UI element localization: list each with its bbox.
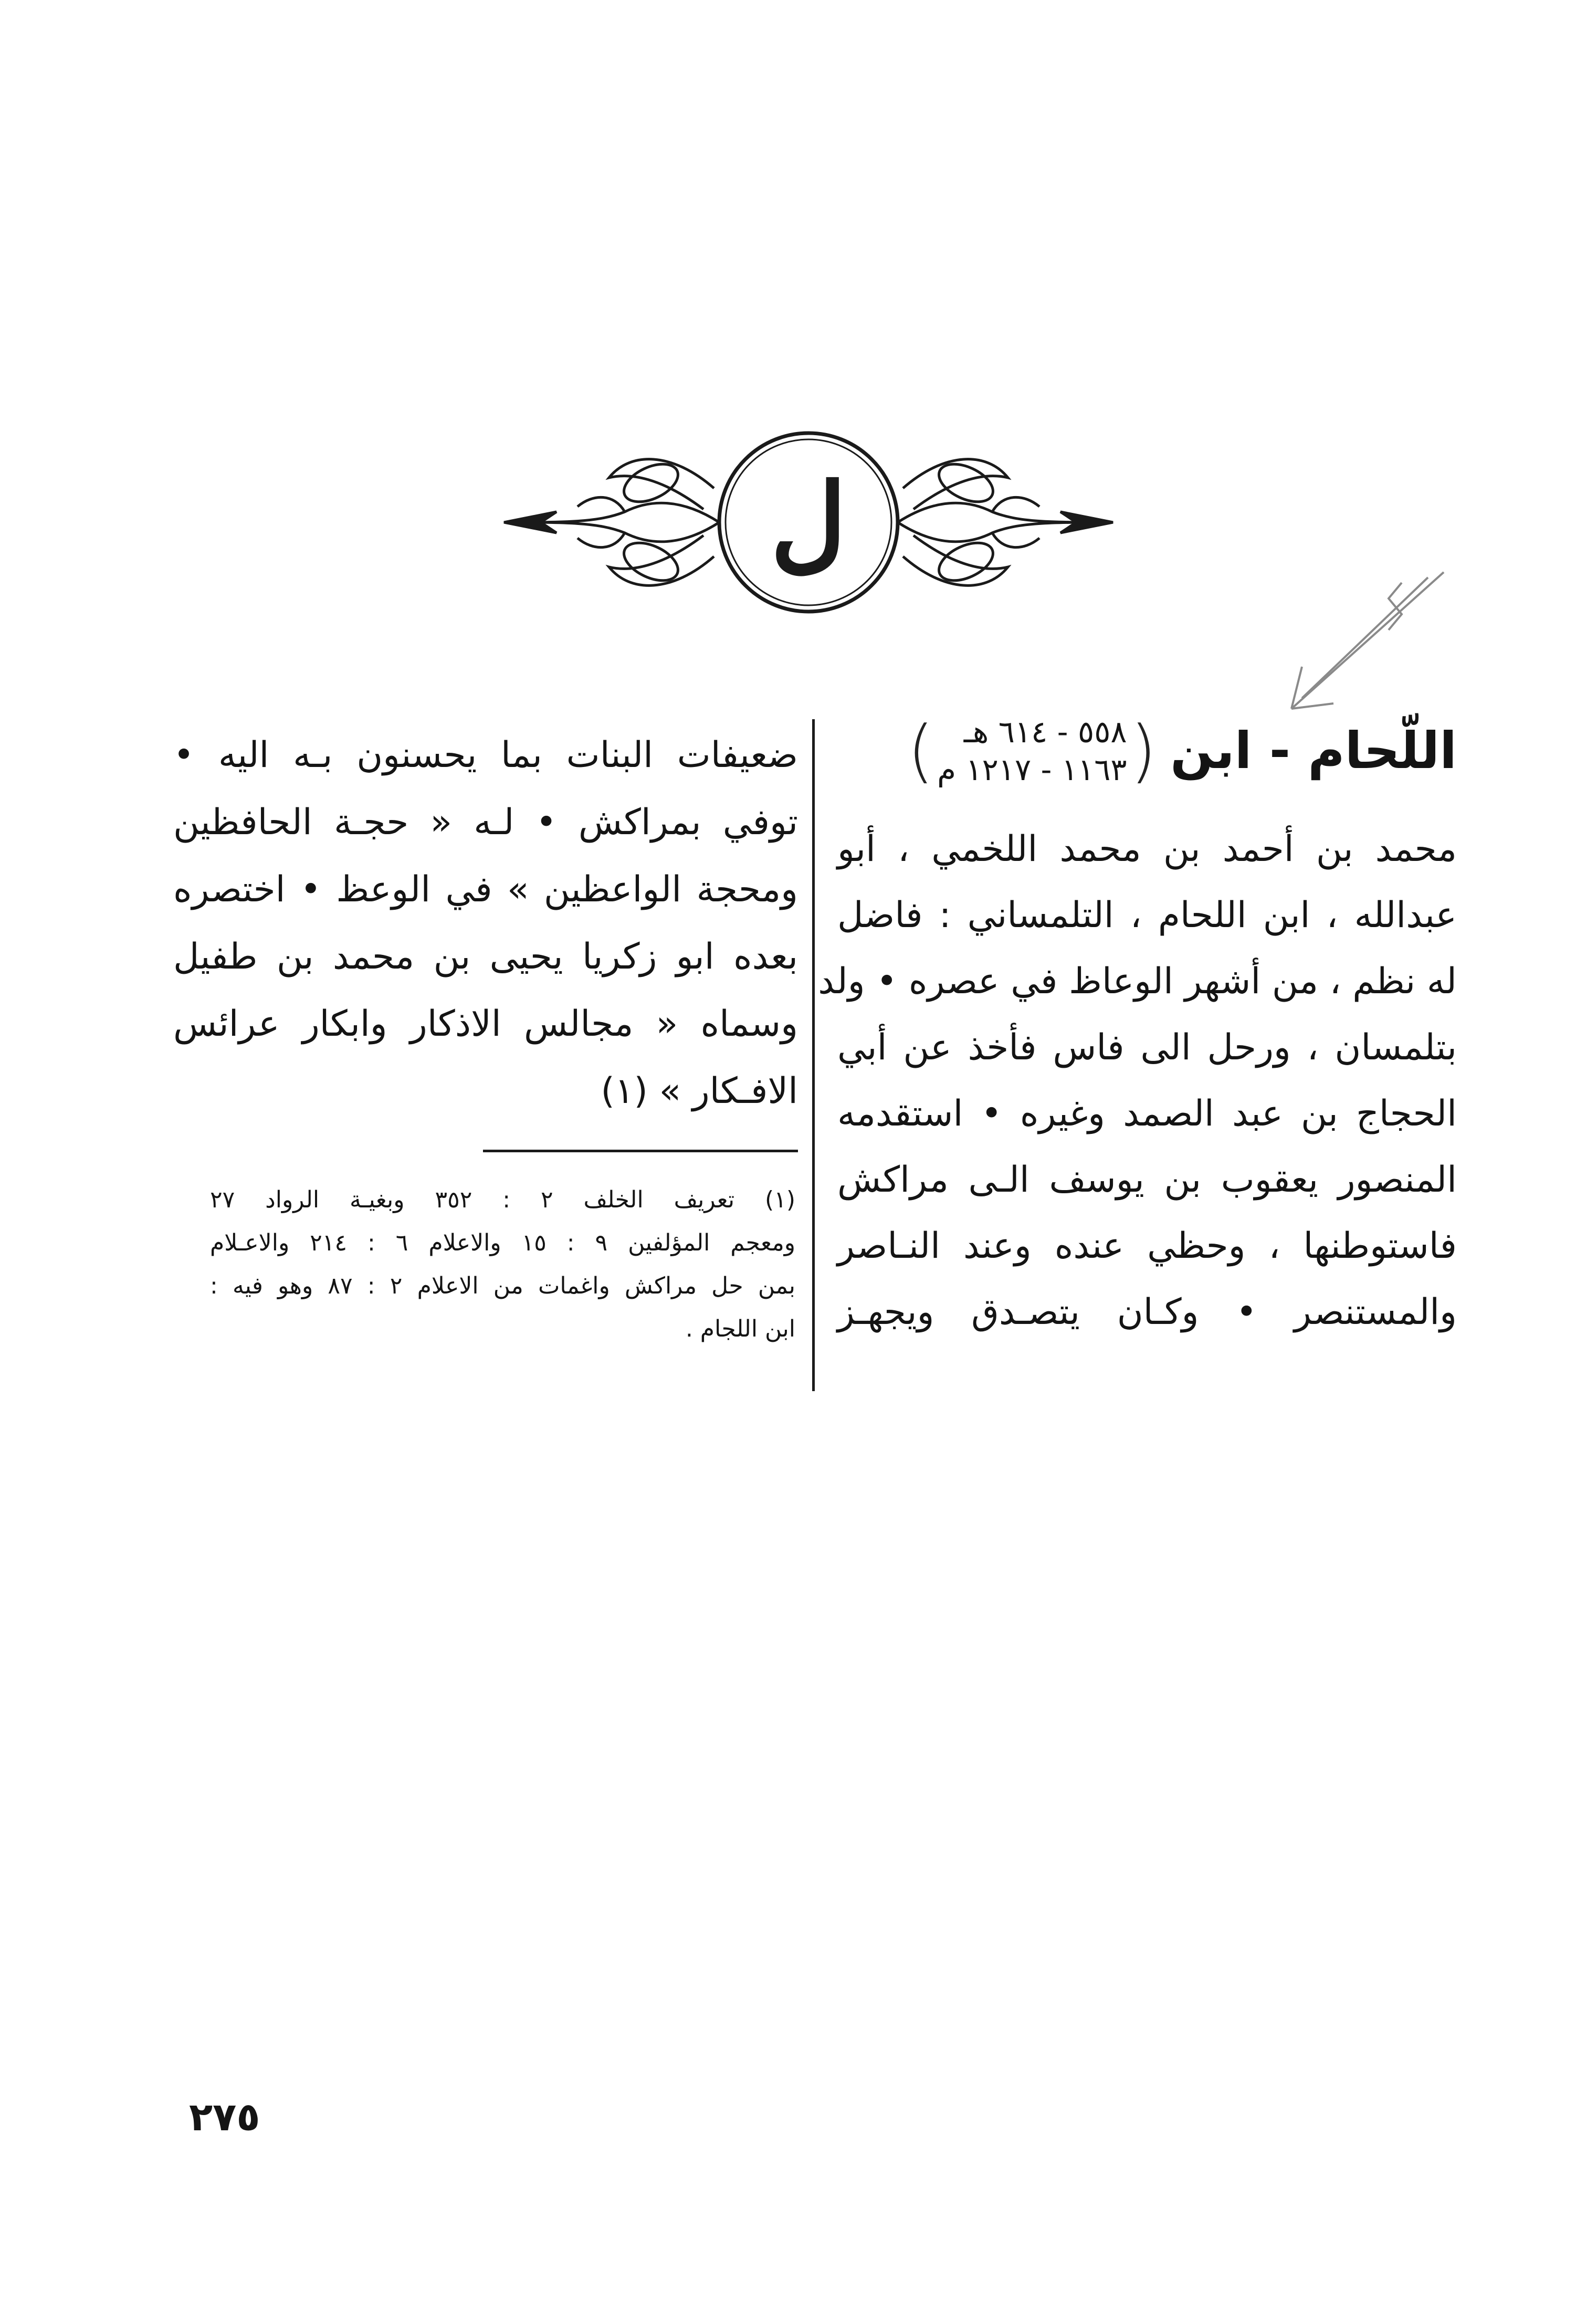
body-line: ومحجة الواعظين » في الوعظ • اختصره [173,869,798,910]
dates-gregorian: ١١٦٣ - ١٢١٧ م [937,752,1127,787]
entry-dates [907,711,1157,791]
footnote-line: بمن حل مراكش واغمات من الاعلام ٢ : ٨٧ وهو فيه : [210,1273,796,1299]
column-divider [812,719,815,1391]
open-paren: ( [1130,711,1157,791]
body-line: بعده ابو زكريا يحيى بن محمد بن طفيل [173,936,798,977]
body-line: توفي بمراكش • لـه « حجـة الحافظين [173,802,798,843]
entry-heading [837,706,1457,795]
body-line: له نظم ، من أشهر الوعاظ في عصره • ولد [818,961,1457,1002]
body-line: وسماه « مجالس الاذكار وابكار عرائس [173,1003,798,1045]
footnote [210,1179,795,1351]
body-line: محمد بن أحمد بن محمد اللخمي ، أبو [837,828,1457,870]
body-line: ضعيفات البنات بما يحسنون بـه اليه • [173,734,798,776]
body-line: الافـكار » (١) [601,1070,798,1112]
body-line: المنصور يعقوب بن يوسف الـى مراكش [837,1159,1457,1201]
body-line: بتلمسان ، ورحل الى فاس فأخذ عن أبي [837,1027,1457,1068]
body-line: والمستنصر • وكـان يتصـدق ويجهـز [837,1291,1457,1333]
dates-hijri: ٥٥٨ - ٦١٤ هـ [963,714,1127,750]
body-line: الحجاج بن عبد الصمد وغيره • استقدمه [837,1093,1457,1134]
left-column [173,722,798,1125]
right-column [818,706,1457,1345]
section-ornament [493,420,1123,625]
date-lines [937,713,1127,788]
page-number: ٢٧٥ [189,2095,260,2140]
body-line: فاستوطنها ، وحظي عنده وعند النـاصر [837,1225,1457,1267]
body-line: عبدالله ، ابن اللحام ، التلمساني : فاضل [837,895,1457,936]
footnote-line: (١) تعريف الخلف ٢ : ٣٥٢ وبغيـة الرواد ٢٧ [210,1186,795,1213]
footnote-line: ابن اللجام . [685,1316,795,1342]
footnote-line: ومعجم المؤلفين ٩ : ١٥ والاعلام ٦ : ٢١٤ والاعـلام [210,1229,796,1256]
entry-title: اللّحام - ابن [1170,721,1457,780]
footnote-rule [483,1150,798,1152]
section-letter: ل [770,460,847,584]
close-paren: ) [907,711,934,791]
pencil-arrow-mark [1270,567,1459,724]
